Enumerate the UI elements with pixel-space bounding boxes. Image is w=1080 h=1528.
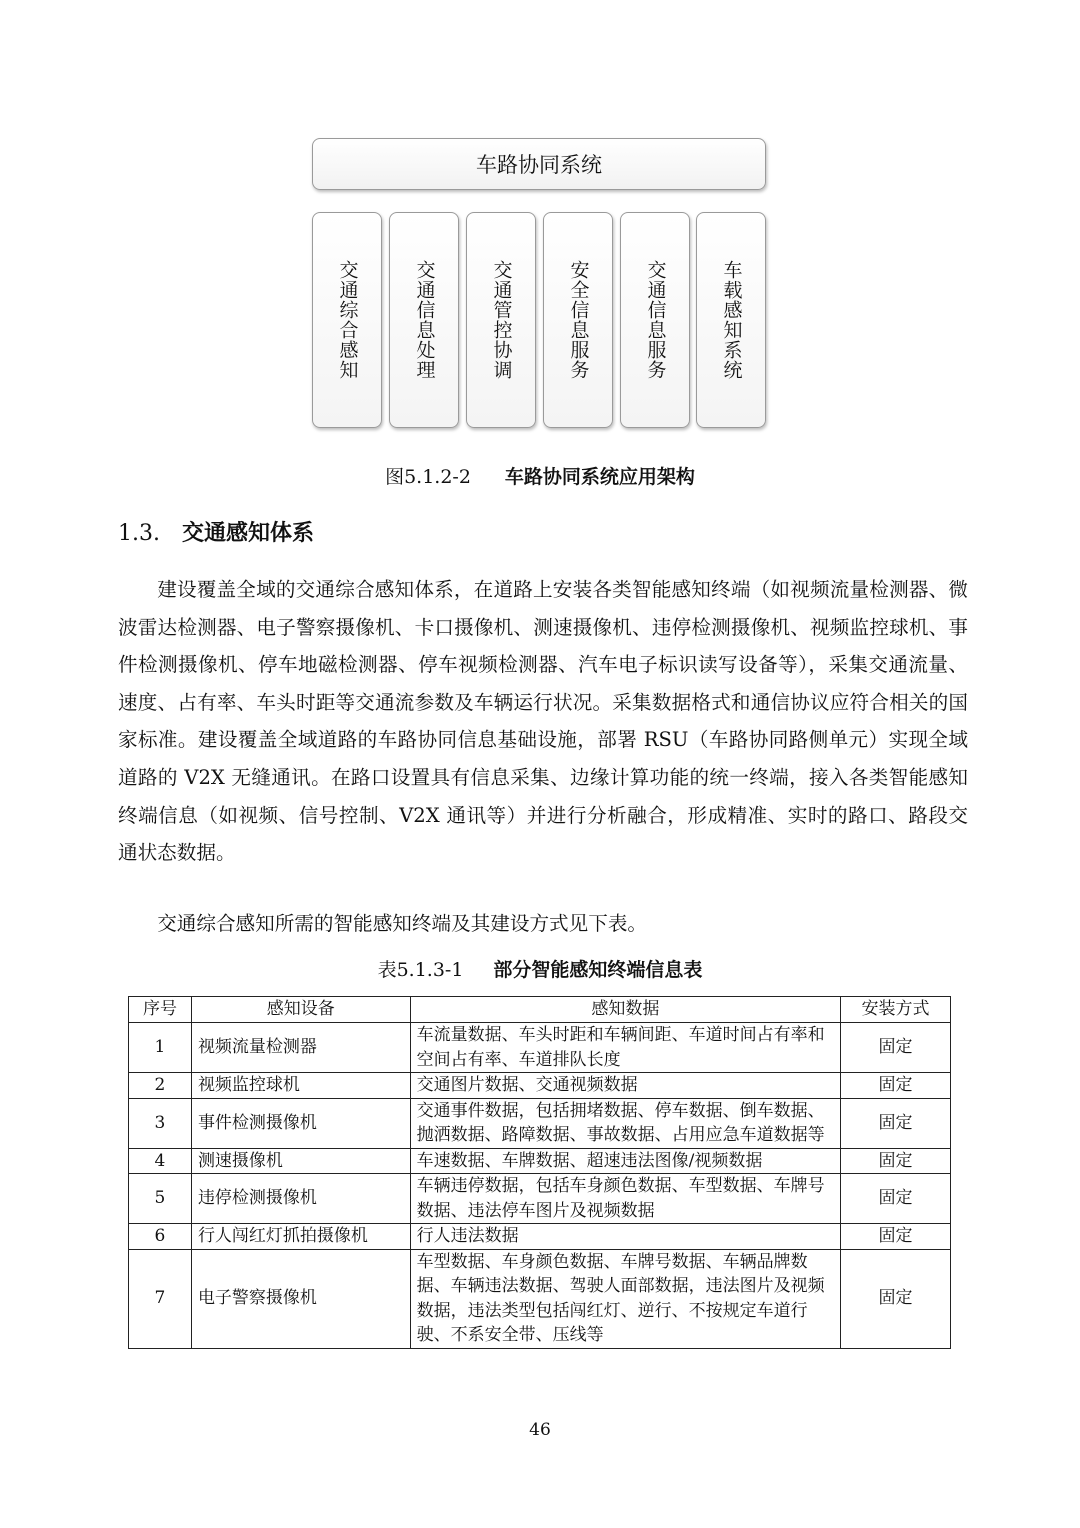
terminal-info-table — [128, 996, 951, 1349]
table-caption-number: 表5.1.3-1 — [377, 959, 464, 981]
diagram-top-title: 车路协同系统 — [476, 153, 602, 177]
section-number: 1.3. — [118, 521, 160, 546]
table-cell-device: 视频流量检测器 — [191, 1023, 410, 1073]
table-header-cell: 安装方式 — [841, 997, 951, 1023]
table-cell-data: 行人违法数据 — [410, 1224, 840, 1250]
table-cell-data: 车辆违停数据，包括车身颜色数据、车型数据、车牌号数据、违法停车图片及视频数据 — [410, 1174, 840, 1224]
figure-caption-number: 图5.1.2-2 — [385, 466, 471, 488]
diagram-column-box — [696, 212, 766, 428]
table-cell-install: 固定 — [841, 1148, 951, 1174]
table-cell-index: 2 — [129, 1073, 192, 1099]
table-row — [129, 1073, 951, 1099]
diagram-column-label: 交通管控协调 — [490, 260, 513, 380]
table-cell-data: 交通事件数据，包括拥堵数据、停车数据、倒车数据、抛洒数据、路障数据、事故数据、占用应急车道数据等 — [410, 1098, 840, 1148]
figure-caption-title: 车路协同系统应用架构 — [504, 466, 695, 488]
body-paragraph: 交通综合感知所需的智能感知终端及其建设方式见下表。 — [157, 912, 648, 935]
table-cell-device: 电子警察摄像机 — [191, 1249, 410, 1348]
table-cell-index: 1 — [129, 1023, 192, 1073]
table-row — [129, 1023, 951, 1073]
table-header-cell: 感知数据 — [410, 997, 840, 1023]
table-cell-index: 3 — [129, 1098, 192, 1148]
table-cell-install: 固定 — [841, 1174, 951, 1224]
table-caption — [0, 955, 1080, 982]
table-cell-index: 4 — [129, 1148, 192, 1174]
table-cell-data: 车流量数据、车头时距和车辆间距、车道时间占有率和空间占有率、车道排队长度 — [410, 1023, 840, 1073]
section-heading — [118, 516, 314, 547]
diagram-top-box — [312, 138, 766, 190]
diagram-column-box — [620, 212, 690, 428]
table-cell-device: 违停检测摄像机 — [191, 1174, 410, 1224]
table-cell-install: 固定 — [841, 1249, 951, 1348]
table-cell-install: 固定 — [841, 1224, 951, 1250]
diagram-column-label: 交通信息服务 — [644, 260, 667, 380]
figure-caption — [0, 462, 1080, 489]
body-paragraph: 建设覆盖全域的交通综合感知体系，在道路上安装各类智能感知终端（如视频流量检测器、微波雷达检测器、电子警察摄像机、卡口摄像机、测速摄像机、违停检测摄像机、视频监控球机、事件检测摄像机、停车地磁检测器、停车视频检测器、汽车电子标识读写设备等），采集交通流量、速度、占有率、车头时距等交通流参数及车辆运行状况。采集数据格式和通信协议应符合相关的国家标准。建设覆盖全域道路的车路协同信息基础设施，部署 RSU（车路协同路侧单元）实现全域道路的 V2X 无缝通讯。在路口设置具有信息采集、边缘计算功能的统一终端，接入各类智能感知终端信息（如视频、信号控制、V2X 通讯等）并进行分析融合，形成精准、实时的路口、路段交通状态数据。 — [118, 578, 968, 865]
diagram-column-label: 交通综合感知 — [336, 260, 359, 380]
page-number: 46 — [529, 1420, 551, 1440]
table-cell-index: 7 — [129, 1249, 192, 1348]
diagram-column-label: 车载感知系统 — [720, 260, 743, 380]
table-cell-index: 6 — [129, 1224, 192, 1250]
diagram-column-box — [543, 212, 613, 428]
table-row — [129, 1249, 951, 1348]
table-cell-install: 固定 — [841, 1073, 951, 1099]
table-header-cell: 序号 — [129, 997, 192, 1023]
table-header-row — [129, 997, 951, 1023]
table-cell-install: 固定 — [841, 1023, 951, 1073]
diagram-column-box — [466, 212, 536, 428]
table-cell-data: 车速数据、车牌数据、超速违法图像/视频数据 — [410, 1148, 840, 1174]
table-cell-index: 5 — [129, 1174, 192, 1224]
diagram-column-label: 交通信息处理 — [413, 260, 436, 380]
table-cell-device: 行人闯红灯抓拍摄像机 — [191, 1224, 410, 1250]
diagram-column-box — [389, 212, 459, 428]
table-cell-device: 视频监控球机 — [191, 1073, 410, 1099]
section-title: 交通感知体系 — [182, 521, 315, 546]
table-row — [129, 1098, 951, 1148]
table-cell-device: 测速摄像机 — [191, 1148, 410, 1174]
table-row — [129, 1148, 951, 1174]
table-cell-device: 事件检测摄像机 — [191, 1098, 410, 1148]
table-cell-data: 交通图片数据、交通视频数据 — [410, 1073, 840, 1099]
table-row — [129, 1224, 951, 1250]
table-header-cell: 感知设备 — [191, 997, 410, 1023]
table-cell-data: 车型数据、车身颜色数据、车牌号数据、车辆品牌数据、车辆违法数据、驾驶人面部数据，违法图片及视频数据，违法类型包括闯红灯、逆行、不按规定车道行驶、不系安全带、压线等 — [410, 1249, 840, 1348]
diagram-column-label: 安全信息服务 — [567, 260, 590, 380]
table-cell-install: 固定 — [841, 1098, 951, 1148]
diagram-column-box — [312, 212, 382, 428]
table-row — [129, 1174, 951, 1224]
table-caption-title: 部分智能感知终端信息表 — [493, 959, 703, 981]
